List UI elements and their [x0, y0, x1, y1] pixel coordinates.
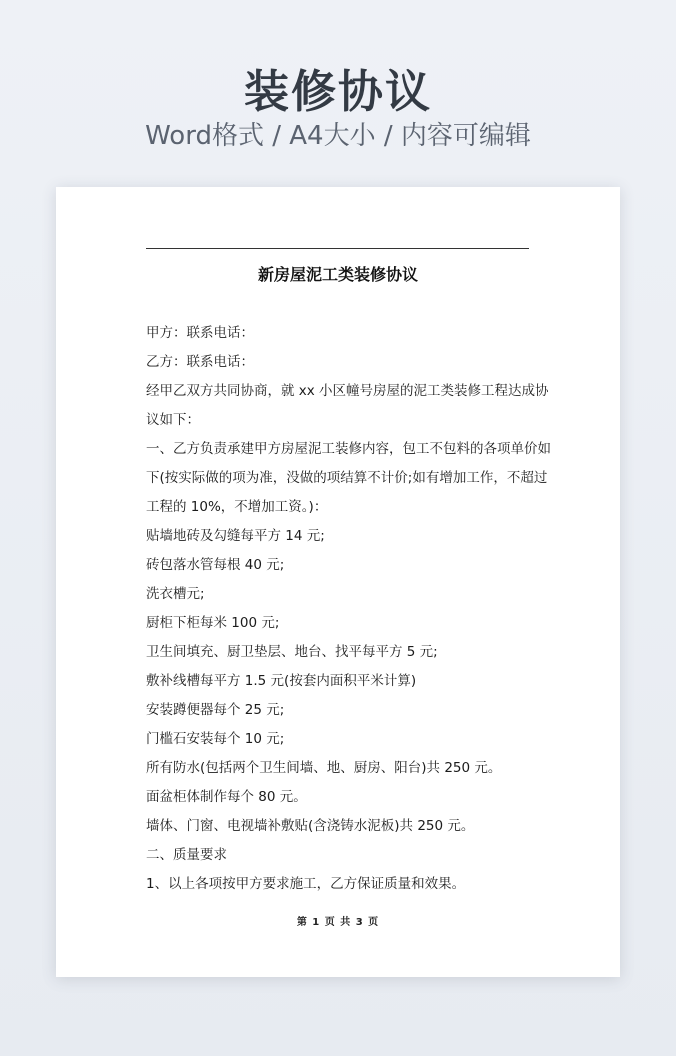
document-line: 贴墙地砖及勾缝每平方 14 元;	[146, 528, 325, 544]
document-title: 新房屋泥工类装修协议	[257, 265, 418, 284]
header-rule	[146, 248, 529, 249]
document-line: 工程的 10%，不增加工资。)：	[146, 499, 328, 515]
document-page	[56, 187, 620, 977]
document-line: 议如下：	[146, 412, 200, 428]
document-line: 安装蹲便器每个 25 元;	[146, 702, 285, 718]
document-line: 所有防水(包括两个卫生间墙、地、厨房、阳台)共 250 元。	[146, 760, 502, 776]
document-line: 1、以上各项按甲方要求施工，乙方保证质量和效果。	[146, 876, 466, 892]
document-line: 砖包落水管每根 40 元;	[146, 557, 285, 573]
document-line: 二、质量要求	[146, 847, 227, 863]
document-line: 卫生间填充、厨卫垫层、地台、找平每平方 5 元;	[146, 644, 438, 660]
banner-subtitle: Word格式 / A4大小 / 内容可编辑	[145, 121, 531, 151]
document-line: 厨柜下柜每米 100 元;	[146, 615, 280, 631]
document-line: 一、乙方负责承建甲方房屋泥工装修内容，包工不包料的各项单价如	[146, 441, 551, 457]
document-line: 洗衣槽元;	[146, 586, 205, 602]
document-line: 敷补线槽每平方 1.5 元(按套内面积平米计算)	[146, 673, 417, 689]
document-body	[146, 319, 551, 899]
document-line: 下(按实际做的项为准，没做的项结算不计价;如有增加工作，不超过	[146, 470, 548, 486]
document-line: 面盆柜体制作每个 80 元。	[146, 789, 307, 805]
page-number: 第 1 页 共 3 页	[296, 917, 380, 928]
document-line: 经甲乙双方共同协商，就 xx 小区幢号房屋的泥工类装修工程达成协	[146, 383, 549, 399]
banner-title: 装修协议	[243, 65, 432, 118]
document-line: 墙体、门窗、电视墙补敷贴(含浇铸水泥板)共 250 元。	[146, 818, 475, 834]
document-line: 乙方：联系电话：	[146, 354, 254, 370]
document-line: 门槛石安装每个 10 元;	[146, 731, 285, 747]
document-line: 甲方：联系电话：	[146, 325, 254, 341]
